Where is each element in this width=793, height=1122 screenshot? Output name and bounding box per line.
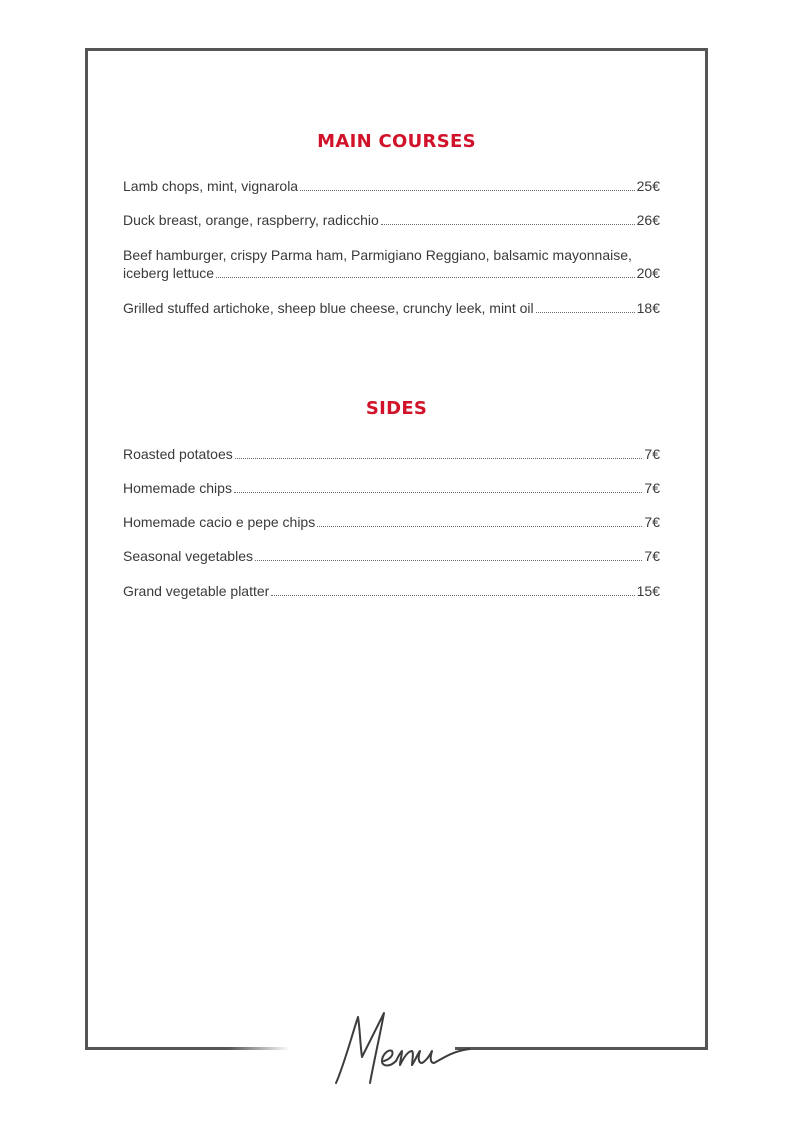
menu-item-price: 20€ [636, 265, 660, 281]
menu-item-name: Seasonal vegetables [123, 548, 253, 564]
menu-item-name: Homemade cacio e pepe chips [123, 514, 316, 530]
menu-item [123, 513, 660, 531]
dot-leader [234, 492, 642, 493]
menu-item [123, 582, 660, 600]
menu-item-name: Grilled stuffed artichoke, sheep blue cheese, crunchy leek, mint oil [123, 300, 534, 316]
menu-item-name-line1: Beef hamburger, crispy Parma ham, Parmigiano Reggiano, balsamic mayonnaise, [123, 247, 632, 263]
menu-item-name: Homemade chips [123, 480, 232, 496]
menu-item [123, 177, 660, 195]
menu-item-name: Roasted potatoes [123, 446, 233, 462]
menu-item-price: 7€ [644, 446, 660, 462]
dot-leader [216, 277, 635, 278]
menu-item [123, 445, 660, 463]
menu-item-price: 7€ [644, 548, 660, 564]
menu-item-price: 7€ [644, 514, 660, 530]
main-courses-title: MAIN COURSES [317, 131, 476, 152]
menu-signature-logo [330, 1005, 470, 1095]
menu-item-name: Lamb chops, mint, vignarola [123, 178, 299, 194]
page-frame-right [705, 48, 708, 1050]
dot-leader [300, 190, 635, 191]
dot-leader [255, 560, 642, 561]
menu-item-price: 25€ [636, 178, 660, 194]
menu-item-price: 18€ [636, 300, 660, 316]
dot-leader [271, 595, 634, 596]
menu-item-price: 7€ [644, 480, 660, 496]
menu-item [123, 547, 660, 565]
page-frame-left [85, 48, 88, 1050]
sides-title: SIDES [365, 398, 428, 419]
page-frame-bottom-right [455, 1047, 708, 1050]
menu-item-price: 15€ [636, 583, 660, 599]
page-frame-bottom-left [85, 1047, 290, 1050]
menu-item-name: Grand vegetable platter [123, 583, 270, 599]
menu-item-name-line2: iceberg lettuce [123, 265, 215, 281]
menu-item-price: 26€ [636, 212, 660, 228]
dot-leader [317, 526, 642, 527]
menu-item [123, 299, 660, 317]
menu-item-name: Duck breast, orange, raspberry, radicchio [123, 212, 379, 228]
menu-item [123, 211, 660, 229]
dot-leader [381, 224, 635, 225]
menu-item [123, 246, 660, 282]
menu-item [123, 479, 660, 497]
dot-leader [536, 312, 635, 313]
page-frame-top [85, 48, 708, 51]
dot-leader [235, 458, 643, 459]
